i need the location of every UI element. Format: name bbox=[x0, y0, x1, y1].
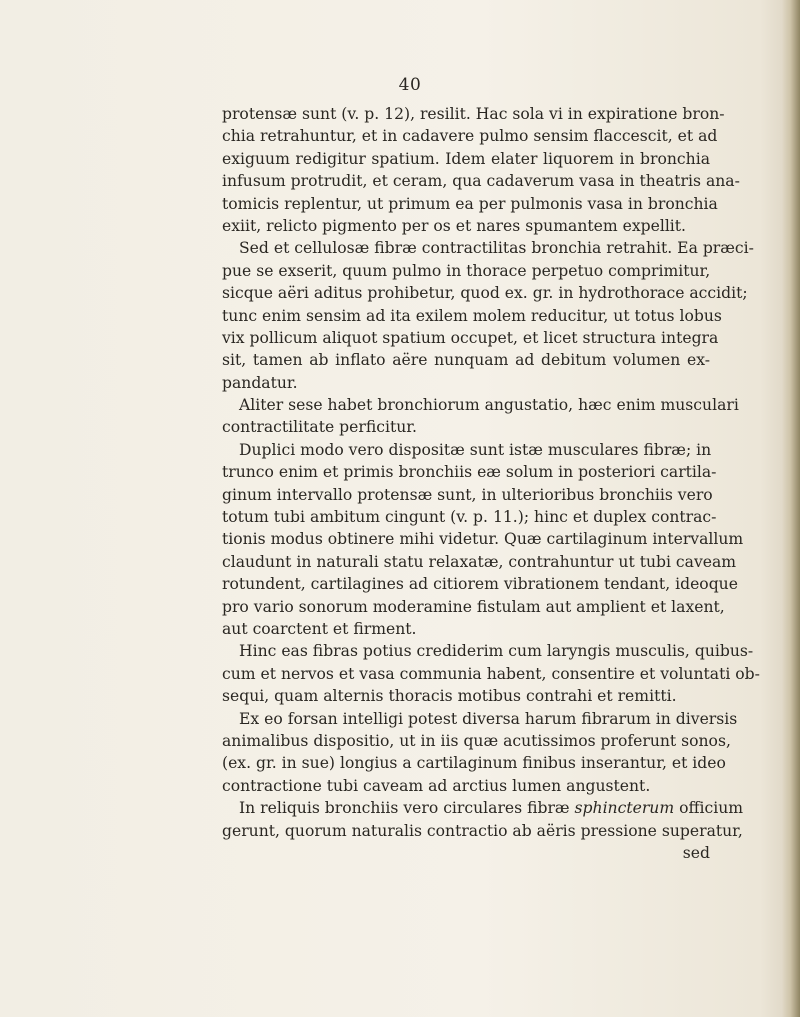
text-line: tionis modus obtinere mihi videtur. Quæ cartilaginum intervallum bbox=[222, 530, 744, 549]
text-line: ginum intervallo protensæ sunt, in ulterioribus bronchiis vero bbox=[222, 485, 713, 504]
text-line: Ex eo forsan intelligi potest diversa harum fibrarum in diversis bbox=[239, 709, 738, 728]
text-line: Duplici modo vero dispositæ sunt istæ musculares fibræ; in bbox=[239, 440, 712, 459]
text-line: totum tubi ambitum cingunt (v. p. 11.); hinc et duplex contrac- bbox=[222, 508, 717, 527]
catchword: sed bbox=[682, 843, 710, 862]
text-line: exiguum redigitur spatium. Idem elater liquorem in bronchia bbox=[222, 149, 710, 168]
text-line: protensæ sunt (v. p. 12), resilit. Hac sola vi in expiratione bron- bbox=[222, 105, 725, 123]
page-number: 40 bbox=[398, 75, 422, 95]
text-line: (ex. gr. in sue) longius a cartilaginum finibus inserantur, et ideo bbox=[222, 754, 726, 773]
text-line: infusum protrudit, et ceram, qua cadaverum vasa in theatris ana- bbox=[222, 172, 740, 191]
text-line: contractione tubi caveam ad arctius lumen angustent. bbox=[222, 776, 651, 795]
italic-term: sphincterum bbox=[574, 799, 675, 818]
text-line: Hinc eas fibras potius crediderim cum laryngis musculis, quibus- bbox=[239, 642, 754, 661]
text-line: sit, tamen ab inflato aëre nunquam ad debitum volumen ex- bbox=[222, 351, 710, 370]
text-line: Sed et cellulosæ fibræ contractilitas bronchia retrahit. Ea præci- bbox=[239, 239, 754, 258]
page-edge-shadow bbox=[782, 0, 800, 1017]
text-line: contractilitate perficitur. bbox=[222, 418, 417, 437]
text-line: vix pollicum aliquot spatium occupet, et licet structura integra bbox=[222, 328, 719, 347]
text-line: Aliter sese habet bronchiorum angustatio, hæc enim musculari bbox=[239, 396, 739, 415]
text-line: pue se exserit, quum pulmo in thorace perpetuo comprimitur, bbox=[222, 261, 711, 280]
text-line: animalibus dispositio, ut in iis quæ acutissimos proferunt sonos, bbox=[222, 731, 731, 750]
text-line: trunco enim et primis bronchiis eæ solum in posteriori cartila- bbox=[222, 463, 717, 482]
text-segment: officium bbox=[679, 799, 744, 818]
text-line: pandatur. bbox=[222, 373, 298, 392]
text-line: aut coarctent et firment. bbox=[222, 619, 417, 638]
text-line: cum et nervos et vasa communia habent, consentire et voluntati ob- bbox=[222, 664, 760, 683]
text-line: gerunt, quorum naturalis contractio ab aëris pressione superatur, bbox=[222, 821, 743, 840]
text-line bbox=[222, 797, 744, 819]
text-line: pro vario sonorum moderamine fistulam aut amplient et laxent, bbox=[222, 597, 725, 616]
text-line: sicque aëri aditus prohibetur, quod ex. gr. in hydrothorace accidit; bbox=[222, 284, 748, 303]
text-line: rotundent, cartilagines ad citiorem vibrationem tendant, ideoque bbox=[222, 575, 738, 594]
text-segment: In reliquis bronchiis vero circulares fibræ bbox=[239, 799, 570, 818]
text-line: claudunt in naturali statu relaxatæ, contrahuntur ut tubi caveam bbox=[222, 552, 737, 571]
text-line: tomicis replentur, ut primum ea per pulmonis vasa in bronchia bbox=[222, 194, 718, 213]
text-line: exiit, relicto pigmento per os et nares spumantem expellit. bbox=[222, 216, 687, 235]
text-line: tunc enim sensim ad ita exilem molem reducitur, ut totus lobus bbox=[222, 306, 722, 325]
text-line: sequi, quam alternis thoracis motibus contrahi et remitti. bbox=[222, 687, 677, 706]
text-line: chia retrahuntur, et in cadavere pulmo sensim flaccescit, et ad bbox=[222, 127, 718, 146]
body-text bbox=[222, 103, 760, 864]
